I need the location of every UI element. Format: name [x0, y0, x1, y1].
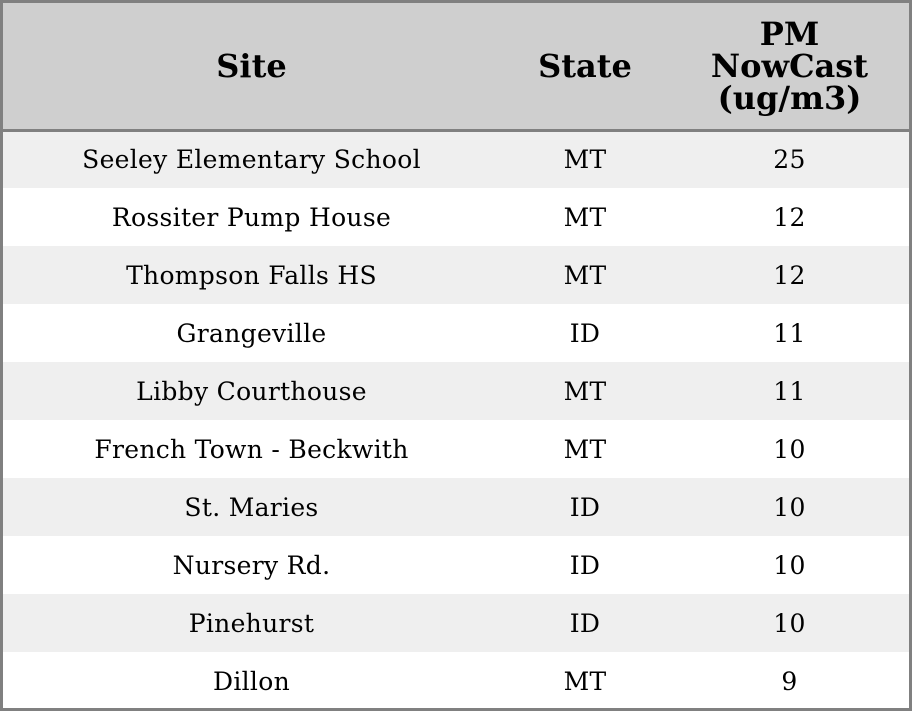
cell-pm: 9 — [781, 666, 798, 696]
cell-site: French Town - Beckwith — [94, 434, 409, 464]
cell-pm: 10 — [773, 434, 806, 464]
cell-pm: 10 — [773, 608, 806, 638]
cell-state: MT — [563, 260, 607, 290]
cell-site: Dillon — [213, 666, 290, 696]
header-site: Site — [3, 3, 500, 130]
table-header — [3, 3, 909, 130]
cell-site: Pinehurst — [188, 608, 315, 638]
cell-state: MT — [563, 376, 607, 406]
table-row — [3, 188, 909, 246]
cell-state: ID — [569, 550, 601, 580]
table-body — [3, 130, 909, 710]
header-pm-line-2: NowCast — [710, 46, 869, 85]
header-state: State — [500, 3, 670, 130]
cell-pm: 10 — [773, 550, 806, 580]
table-row — [3, 478, 909, 536]
cell-site: Thompson Falls HS — [126, 260, 377, 290]
air-quality-table — [3, 3, 909, 710]
table-row — [3, 594, 909, 652]
header-pm-nowcast — [670, 3, 909, 130]
table-row — [3, 304, 909, 362]
cell-site: Seeley Elementary School — [82, 145, 421, 175]
table-row — [3, 420, 909, 478]
table-row — [3, 246, 909, 304]
cell-pm: 11 — [773, 318, 806, 348]
header-row — [3, 3, 909, 130]
cell-pm: 12 — [773, 260, 806, 290]
cell-state: ID — [569, 608, 601, 638]
cell-pm: 10 — [773, 492, 806, 522]
cell-pm: 11 — [773, 376, 806, 406]
cell-state: MT — [563, 666, 607, 696]
cell-site: St. Maries — [184, 492, 319, 522]
cell-site: Nursery Rd. — [172, 550, 331, 580]
table-row — [3, 362, 909, 420]
table-row — [3, 652, 909, 710]
table-row — [3, 130, 909, 188]
cell-state: MT — [563, 434, 607, 464]
cell-state: ID — [569, 318, 601, 348]
cell-pm: 25 — [773, 145, 806, 175]
cell-site: Grangeville — [176, 318, 327, 348]
cell-site: Libby Courthouse — [136, 376, 367, 406]
table-row — [3, 536, 909, 594]
cell-state: MT — [563, 202, 607, 232]
cell-site: Rossiter Pump House — [111, 202, 392, 232]
cell-pm: 12 — [773, 202, 806, 232]
header-pm-line-1: PM — [759, 14, 820, 53]
header-pm-line-3: (ug/m3) — [717, 78, 862, 117]
cell-state: ID — [569, 492, 601, 522]
cell-state: MT — [563, 145, 607, 175]
